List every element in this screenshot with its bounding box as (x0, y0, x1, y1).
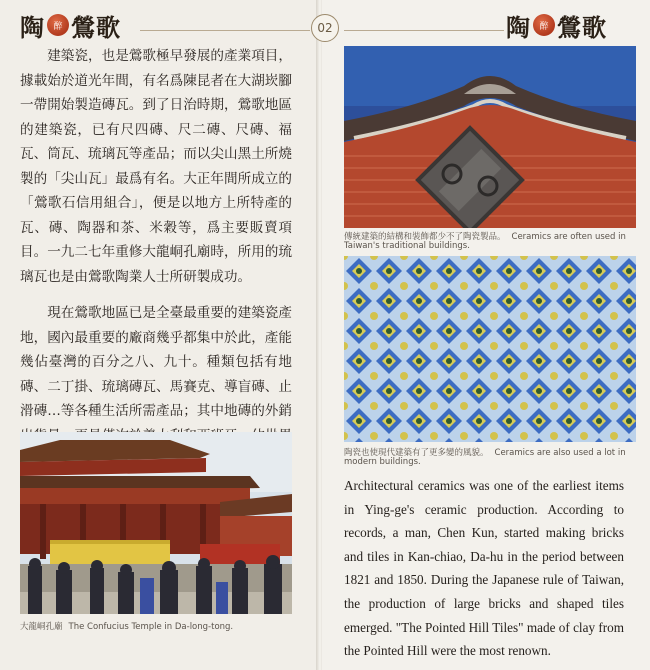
caption-en: The Confucius Temple in Da-long-tong. (68, 622, 234, 632)
caption-2-line2 (344, 457, 421, 467)
caption-1-zh: 傳統建築的結構和裝飾都少不了陶瓷製品。 (344, 232, 506, 242)
paragraph-2: 現在鶯歌地區已是全臺最重要的建築瓷產地，國內最重要的廠商幾乎都集中於此，產能幾佔臺灣的百分之八、九十。種類包括有地磚、二丁掛、琉璃磚瓦、馬賽克、導盲磚、止滑磚…等各種生活所需產品；其中地磚的外銷 (20, 305, 292, 419)
page-number: 02 (311, 14, 339, 42)
brand-logo-right (506, 10, 607, 40)
brand-char: 陶 (506, 12, 531, 42)
left-page (0, 0, 318, 670)
jar-badge-icon: 醉 (47, 14, 69, 36)
caption-1-line2 (344, 241, 470, 251)
tile-pattern-photo (344, 256, 636, 442)
jar-badge-icon: 醉 (533, 14, 555, 36)
brand-char: 陶 (20, 12, 45, 42)
caption-zh: 大龍峒孔廟 (20, 622, 63, 632)
caption-1-en-line1: Ceramics are often used in (511, 232, 626, 242)
header-rule-right (344, 30, 504, 31)
chinese-body-text (20, 44, 292, 473)
caption-2-en-line2: modern buildings. (344, 457, 421, 467)
brand-logo (20, 10, 121, 40)
photo-caption (20, 620, 233, 632)
brand-chars: 鶯歌 (557, 12, 607, 42)
temple-photo (20, 432, 292, 614)
caption-2-en-line1: Ceramics are also used a lot in (494, 448, 626, 458)
brick-gable-photo (344, 46, 636, 228)
caption-2-zh: 陶瓷也使現代建築有了更多變的風貌。 (344, 448, 489, 458)
english-body-text: Architectural ceramics was one of the earliest items in Ying-ge's ceramic production. According to records, a man, Chen Kun, started making bricks and tiles in Kan-chiao, Da-hu in the period between 1821 and 1850. During the Japanese rule of Taiwan, the production of large bricks and shaped tiles emerged. "The Pointed Hill Tiles" made of clay from the Pointed Hill were the most renown. (344, 478, 624, 659)
header-rule (140, 30, 310, 31)
caption-1-en-line2: Taiwan's traditional buildings. (344, 241, 470, 251)
brand-chars: 鶯歌 (71, 12, 121, 42)
paragraph-1: 建築瓷，也是鶯歌極早發展的產業項目，據載始於道光年間，有名爲陳昆者在大湖崁腳一帶開始製造磚瓦。到了日治時期，鶯歌地區的建築瓷，已有尺四磚、尺二磚、尺磚、福瓦、筒瓦、琉璃瓦等產品；而以尖山黑土所燒製的「尖山瓦」最爲有名。大正年間所成立的「鶯歌石信用組合」，便是以地方上所特產的瓦、磚、陶器和茶、米穀等，爲主要販賣項目。一九二七年重修大龍峒孔廟時，所用的琉璃瓦也是由鶯歌陶業人士所研製成功。 (20, 48, 292, 285)
